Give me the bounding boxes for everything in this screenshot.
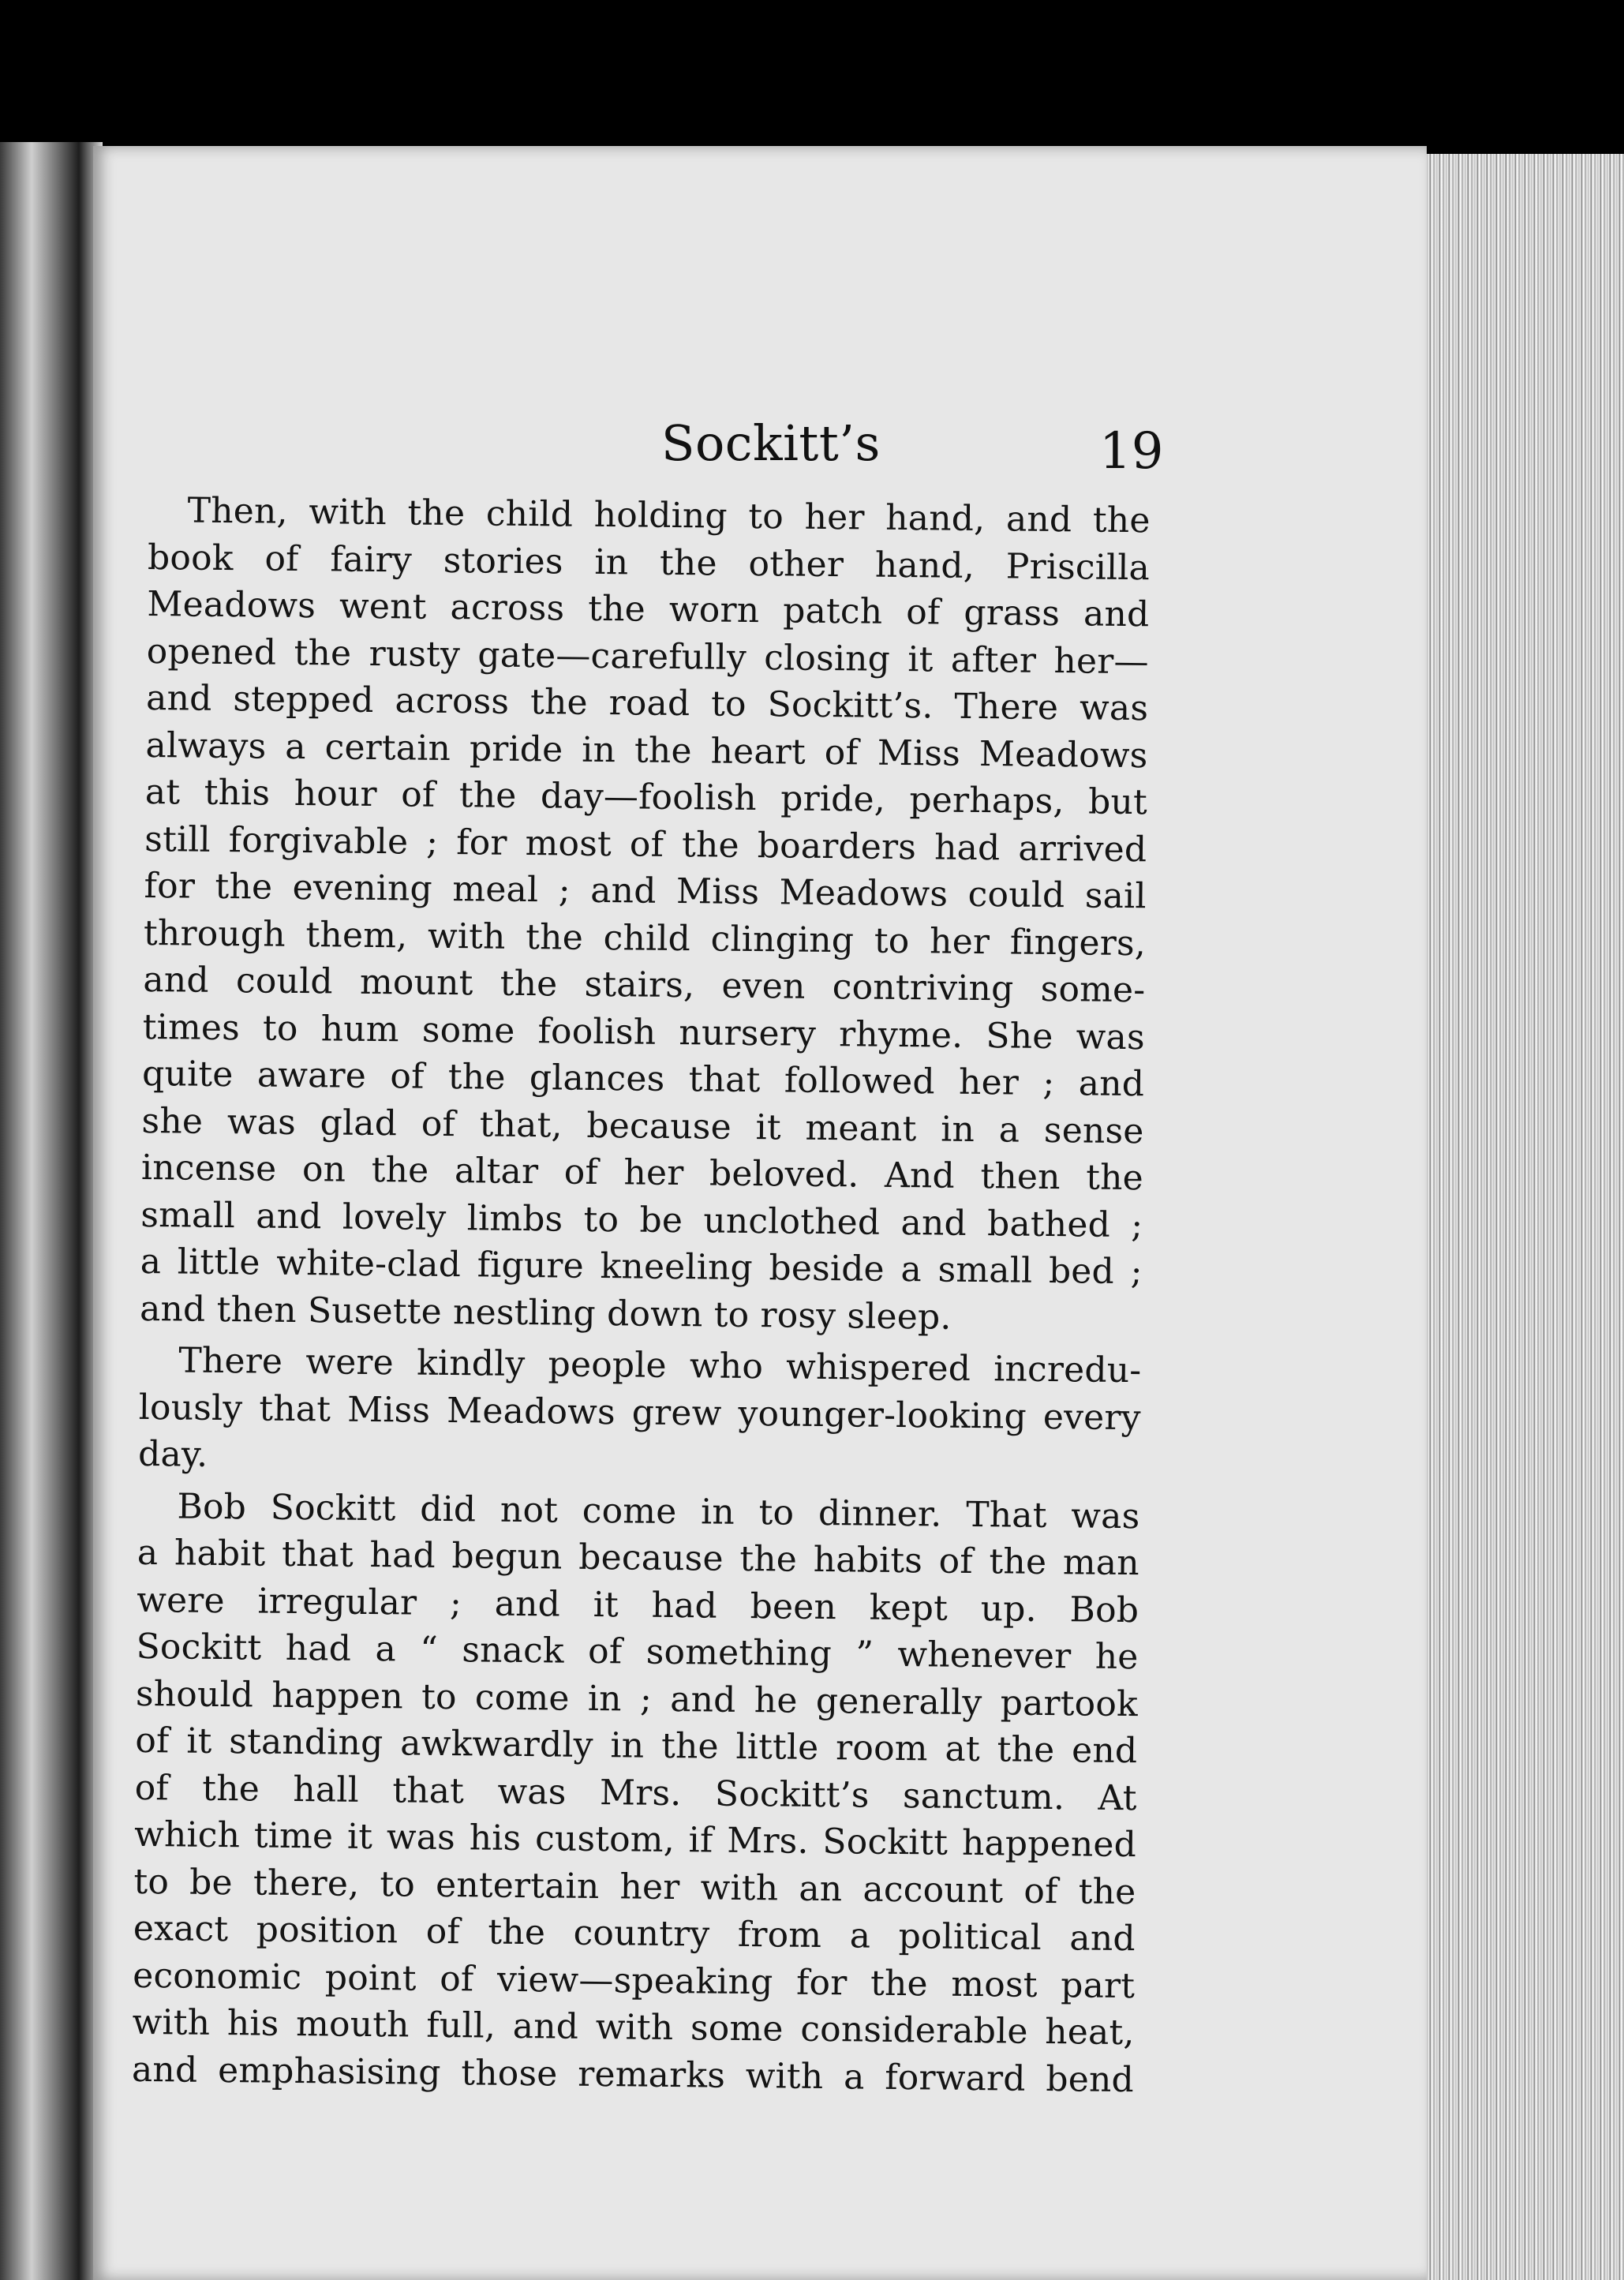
text-line: for the evening meal ; and Miss Meadows could sail <box>144 865 1147 917</box>
book-page <box>93 146 1427 2280</box>
text-line: and stepped across the road to Sockitt’s. There was <box>145 677 1149 729</box>
text-line: still forgivable ; for most of the boarders had arrived <box>144 818 1147 870</box>
text-line: a habit that had begun because the habits of the man <box>137 1532 1140 1584</box>
text-line: which time it was his custom, if Mrs. Sockitt happened <box>133 1814 1137 1866</box>
body-text <box>132 487 1151 2103</box>
text-line: and then Susette nestling down to rosy sleep. <box>139 1288 952 1338</box>
book-binding-shadow <box>0 142 103 2280</box>
text-line: of the hall that was Mrs. Sockitt’s sanctum. At <box>134 1767 1137 1818</box>
text-line: a little white-clad figure kneeling beside a small bed ; <box>140 1241 1143 1293</box>
book-page-edges <box>1413 154 1624 2280</box>
text-line: Meadows went across the worn patch of grass and <box>147 583 1150 635</box>
text-line: and emphasising those remarks with a forward bend <box>131 2049 1135 2100</box>
text-line: with his mouth full, and with some considerable heat, <box>132 2001 1135 2053</box>
text-line: she was glad of that, because it meant in a sense <box>141 1100 1144 1151</box>
text-line: There were kindly people who whispered incredu- <box>178 1340 1142 1391</box>
text-line: always a certain pride in the heart of Miss Meadows <box>145 724 1148 776</box>
text-line: were irregular ; and it had been kept up. Bob <box>136 1579 1139 1630</box>
text-line: day. <box>137 1433 208 1475</box>
text-line: quite aware of the glances that followed her ; and <box>141 1053 1145 1105</box>
text-line: should happen to come in ; and he generally partook <box>135 1673 1139 1724</box>
text-line: incense on the altar of her beloved. And then the <box>140 1147 1144 1199</box>
text-line: Bob Sockitt did not come in to dinner. That was <box>177 1485 1140 1537</box>
text-line: of it standing awkwardly in the little room at the end <box>135 1720 1138 1772</box>
text-line: small and lovely limbs to be unclothed and bathed ; <box>140 1194 1143 1245</box>
text-line: book of fairy stories in the other hand, Priscilla <box>147 537 1151 588</box>
text-line: economic point of view—speaking for the most part <box>132 1955 1136 2006</box>
text-line: lously that Miss Meadows grew younger-looking every <box>138 1387 1141 1438</box>
text-line: to be there, to entertain her with an account of the <box>133 1861 1136 1912</box>
text-line: at this hour of the day—foolish pride, perhaps, but <box>144 771 1148 823</box>
text-line: Then, with the child holding to her hand, and the <box>187 490 1151 541</box>
text-line: opened the rusty gate—carefully closing it after her— <box>146 631 1150 682</box>
text-line: Sockitt had a “ snack of something ” whenever he <box>136 1626 1139 1678</box>
text-line: exact position of the country from a political and <box>133 1907 1136 1960</box>
text-line: through them, with the child clinging to her fingers, <box>143 912 1147 964</box>
page-header <box>93 414 1427 485</box>
text-line: times to hum some foolish nursery rhyme. She was <box>142 1006 1146 1058</box>
running-head: Sockitt’s <box>661 414 881 472</box>
text-line: and could mount the stairs, even contriving some- <box>143 959 1146 1011</box>
page-number: 19 <box>1099 422 1164 481</box>
